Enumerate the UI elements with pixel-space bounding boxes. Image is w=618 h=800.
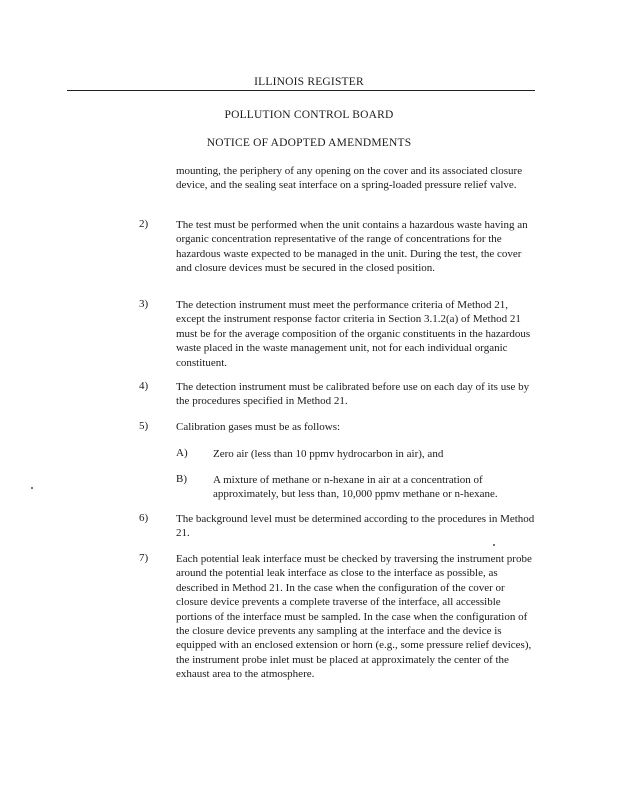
subitem-letter: A) <box>176 447 188 459</box>
item-number: 4) <box>139 380 149 392</box>
board-title: POLLUTION CONTROL BOARD <box>224 109 394 121</box>
subitem-letter: B) <box>176 473 187 485</box>
header-rule <box>67 90 535 91</box>
notice-title: NOTICE OF ADOPTED AMENDMENTS <box>206 137 412 149</box>
paragraph-continued: mounting, the periphery of any opening on the cover and its associated closure device, and the sealing seat interface on a spring-loaded pressure relief valve. <box>176 165 523 192</box>
register-title: ILLINOIS REGISTER <box>254 76 364 88</box>
item-number: 6) <box>139 512 149 524</box>
paragraph-item-7: Each potential leak interface must be checked by traversing the instrument probe around the potential leak interface as close to the interface as possible, as described in Method 21. In the case when the configuration of the cover or closure device prevents a complete traverse of the interface, all accessible portions of the interface must be sampled. In the case when the configuration of the closure device prevents any sampling at the interface and the device is equipped with an enclosed extension or horn (e.g., some pressure relief devices), the instrument probe inlet must be placed at approximately the center of the exhaust area to the atmosphere. <box>176 553 532 681</box>
scan-speck <box>493 544 495 546</box>
item-number: 7) <box>139 552 149 564</box>
scan-speck <box>31 487 33 489</box>
item-number: 3) <box>139 298 149 310</box>
paragraph-item-2: The test must be performed when the unit contains a hazardous waste having an organic concentration representative of the range of concentrations for the hazardous waste expected to be managed in the unit. During the test, the cover and closure devices must be secured in the closed position. <box>176 219 528 275</box>
paragraph-item-5: Calibration gases must be as follows: <box>176 421 341 433</box>
paragraph-item-5b: A mixture of methane or n-hexane in air at a concentration of approximately, but less than, 10,000 ppmv methane or n-hexane. <box>213 474 498 501</box>
paragraph-item-5a: Zero air (less than 10 ppmv hydrocarbon in air), and <box>213 448 444 460</box>
paragraph-item-3: The detection instrument must meet the performance criteria of Method 21, except the instrument response factor criteria in Section 3.1.2(a) of Method 21 must be for the average composition of the organic constituents in the hazardous waste placed in the waste management unit, not for each individual organic constituent. <box>176 299 531 369</box>
paragraph-item-6: The background level must be determined according to the procedures in Method 21. <box>176 513 535 540</box>
item-number: 5) <box>139 420 149 432</box>
item-number: 2) <box>139 218 149 230</box>
paragraph-item-4: The detection instrument must be calibrated before use on each day of its use by the procedures specified in Method 21. <box>176 381 530 408</box>
